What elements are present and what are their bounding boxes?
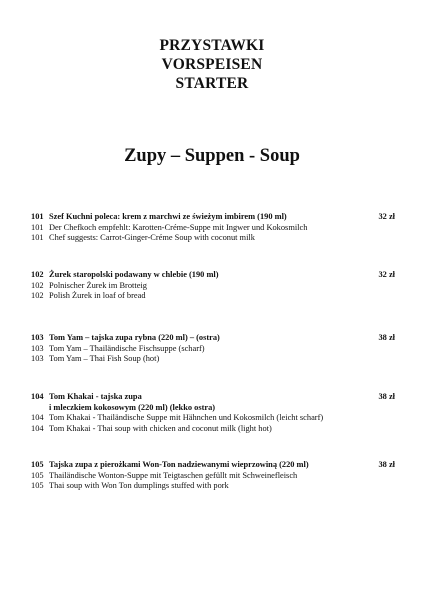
item-description: Polnischer Żurek im Brotteig: [49, 280, 147, 290]
item-name: Tajska zupa z pierożkami Won-Ton nadziewanymi wieprzowiną (220 ml): [49, 460, 309, 469]
item-row-german: [31, 471, 395, 482]
item-number: 103: [31, 333, 44, 342]
item-description: Der Chefkoch empfehlt: Karotten-Créme-Suppe mit Ingwer und Kokosmilch: [49, 222, 308, 232]
item-row-polish: [31, 270, 395, 281]
item-row-german: [31, 344, 395, 355]
item-row-german: [31, 223, 395, 234]
item-number: 101: [31, 222, 44, 232]
menu-item-104: [31, 392, 395, 434]
item-description: Tom Khakai - Thai soup with chicken and coconut milk (light hot): [49, 423, 272, 433]
item-number: 105: [31, 460, 44, 469]
section-title: Zupy – Suppen - Soup: [124, 146, 300, 166]
item-number: 105: [31, 481, 44, 491]
item-row-polish: [31, 333, 395, 344]
item-row-polish-continued: [31, 403, 395, 414]
item-name: Tom Yam – tajska zupa rybna (220 ml) – (ostra): [49, 333, 220, 342]
item-description: Chef suggests: Carrot-Ginger-Créme Soup with coconut milk: [49, 233, 255, 243]
item-number: 101: [31, 212, 44, 221]
item-description: Thai soup with Won Ton dumplings stuffed with pork: [49, 481, 229, 491]
item-row-german: [31, 413, 395, 424]
item-row-polish: [31, 212, 395, 223]
item-row-english: [31, 291, 395, 302]
header-line-german: VORSPEISEN: [161, 56, 263, 73]
item-row-polish: [31, 460, 395, 471]
item-description: Tom Khakai - Thailändische Suppe mit Hähnchen und Kokosmilch (leicht scharf): [49, 413, 324, 423]
item-price: 38 zł: [378, 333, 395, 342]
item-name: Żurek staropolski podawany w chlebie (190 ml): [49, 270, 219, 279]
item-number: 104: [31, 423, 44, 433]
header-line-english: STARTER: [175, 75, 249, 92]
item-number: 103: [31, 354, 44, 364]
item-name: Tom Khakai - tajska zupa: [49, 392, 142, 401]
item-number: 105: [31, 470, 44, 480]
item-name-continued: i mleczkiem kokosowym (220 ml) (lekko ostra): [49, 402, 216, 412]
item-number: 102: [31, 280, 44, 290]
item-description: Tom Yam – Thai Fish Soup (hot): [49, 354, 160, 364]
item-description: Thailändische Wonton-Suppe mit Teigtaschen gefüllt mit Schweinefleisch: [49, 470, 298, 480]
item-name: Szef Kuchni poleca: krem z marchwi ze świeżym imbirem (190 ml): [49, 212, 287, 221]
item-description: Tom Yam – Thailändische Fischsuppe (scharf): [49, 343, 205, 353]
menu-item-101: [31, 212, 395, 244]
item-price: 32 zł: [378, 212, 395, 221]
menu-item-105: [31, 460, 395, 492]
item-row-german: [31, 281, 395, 292]
item-row-english: [31, 354, 395, 365]
item-description: Polish Żurek in loaf of bread: [49, 291, 146, 301]
item-price: 38 zł: [378, 460, 395, 469]
item-number: 104: [31, 392, 44, 401]
menu-item-103: [31, 333, 395, 365]
header-line-polish: PRZYSTAWKI: [159, 37, 265, 54]
item-row-english: [31, 481, 395, 492]
item-row-polish: [31, 392, 395, 403]
item-number: 102: [31, 291, 44, 301]
item-number: 102: [31, 270, 44, 279]
item-number: 101: [31, 233, 44, 243]
menu-header: [0, 36, 424, 93]
item-row-english: [31, 424, 395, 435]
menu-item-102: [31, 270, 395, 302]
item-number: 103: [31, 343, 44, 353]
item-price: 32 zł: [378, 270, 395, 279]
item-price: 38 zł: [378, 392, 395, 401]
item-row-english: [31, 233, 395, 244]
item-number: 104: [31, 413, 44, 423]
